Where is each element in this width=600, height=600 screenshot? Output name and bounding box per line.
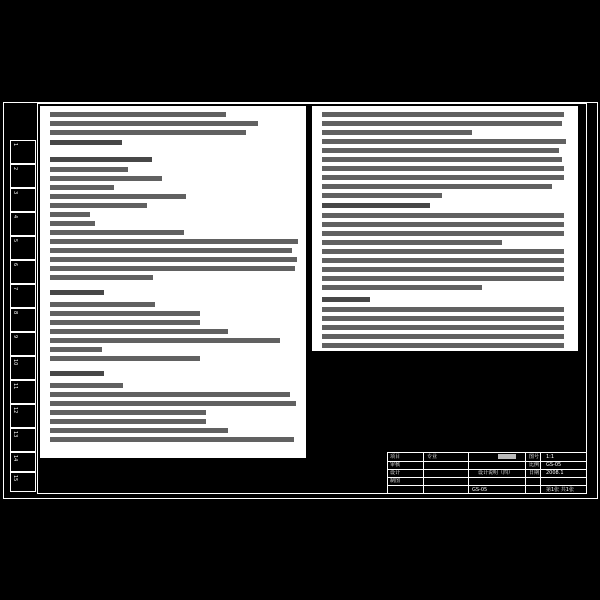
specification-text-line	[322, 166, 564, 171]
specification-text-line	[322, 139, 566, 144]
sidebar-label: 2	[12, 167, 18, 171]
left-revision-sidebar	[10, 140, 36, 492]
title-block-divider	[388, 477, 586, 478]
specification-text-line	[322, 193, 442, 198]
specification-text-line	[322, 148, 559, 153]
sidebar-label: 9	[12, 335, 18, 339]
specification-text-line	[322, 249, 564, 254]
specification-text-line	[50, 230, 184, 235]
section-heading	[50, 140, 122, 145]
sidebar-label: 6	[12, 263, 18, 267]
sidebar-cell	[10, 356, 36, 380]
specification-text-line	[322, 316, 564, 321]
specification-text-line	[50, 383, 123, 388]
sidebar-label: 14	[12, 455, 18, 462]
title-label: 日期	[529, 470, 540, 476]
specification-text-line	[322, 267, 564, 272]
specification-text-line	[50, 221, 95, 226]
sidebar-label: 10	[12, 359, 18, 366]
specification-text-line	[50, 356, 200, 361]
sidebar-cell	[10, 428, 36, 452]
specification-text-line	[50, 392, 290, 397]
sidebar-cell	[10, 260, 36, 284]
sidebar-cell	[10, 140, 36, 164]
specification-text-line	[322, 112, 564, 117]
sidebar-cell	[10, 308, 36, 332]
specification-text-line	[322, 240, 502, 245]
right-specification-sheet	[312, 106, 578, 351]
specification-text-line	[50, 257, 297, 262]
specification-text-line	[322, 231, 564, 236]
sidebar-cell	[10, 212, 36, 236]
title-block-divider	[525, 453, 526, 493]
specification-text-line	[322, 130, 472, 135]
sidebar-cell	[10, 236, 36, 260]
specification-text-line	[322, 222, 564, 227]
section-heading	[322, 203, 430, 208]
specification-text-line	[322, 258, 564, 263]
sidebar-label: 11	[12, 383, 18, 390]
section-heading	[50, 157, 152, 162]
specification-text-line	[50, 266, 295, 271]
title-block-divider	[423, 453, 424, 493]
sidebar-label: 4	[12, 215, 18, 219]
section-heading	[322, 297, 370, 302]
specification-text-line	[50, 302, 155, 307]
specification-text-line	[322, 213, 564, 218]
drawing-title: 设计说明（四）	[478, 470, 514, 476]
title-block-divider	[388, 485, 586, 486]
sidebar-label: 15	[12, 475, 18, 482]
sidebar-cell	[10, 452, 36, 472]
title-label: 审核	[390, 462, 401, 468]
project-code-highlight	[498, 454, 516, 459]
specification-text-line	[322, 184, 552, 189]
specification-text-line	[322, 157, 562, 162]
specification-text-line	[322, 334, 564, 339]
sidebar-cell	[10, 404, 36, 428]
sidebar-cell	[10, 164, 36, 188]
specification-text-line	[50, 347, 102, 352]
specification-text-line	[50, 176, 162, 181]
sidebar-cell	[10, 284, 36, 308]
specification-text-line	[322, 121, 562, 126]
drawing-code: GS-05	[546, 462, 562, 468]
specification-text-line	[50, 112, 226, 117]
sidebar-cell	[10, 332, 36, 356]
specification-text-line	[50, 130, 246, 135]
sidebar-cell	[10, 380, 36, 404]
sidebar-label: 5	[12, 239, 18, 243]
specification-text-line	[50, 275, 153, 280]
title-label: 设计	[390, 470, 401, 476]
specification-text-line	[50, 329, 228, 334]
title-label: 项目	[390, 454, 401, 460]
specification-text-line	[50, 194, 186, 199]
specification-text-line	[50, 121, 258, 126]
title-label: 图号	[529, 454, 540, 460]
sidebar-cell	[10, 472, 36, 492]
title-label: 制图	[390, 478, 401, 484]
specification-text-line	[50, 212, 90, 217]
specification-text-line	[50, 203, 147, 208]
specification-text-line	[322, 285, 482, 290]
specification-text-line	[50, 338, 280, 343]
sidebar-label: 1	[12, 143, 18, 147]
title-block-divider	[468, 453, 469, 493]
specification-text-line	[50, 167, 128, 172]
project-code: GS-05	[472, 487, 488, 493]
sidebar-label: 7	[12, 287, 18, 291]
sheet-number: 第1张 共1张	[546, 487, 574, 493]
left-specification-sheet	[40, 106, 306, 458]
specification-text-line	[50, 419, 206, 424]
title-label: 比例	[529, 462, 540, 468]
section-heading	[50, 290, 104, 295]
sidebar-label: 8	[12, 311, 18, 315]
specification-text-line	[322, 325, 564, 330]
specification-text-line	[322, 276, 564, 281]
specification-text-line	[50, 410, 206, 415]
title-block	[387, 452, 587, 494]
scale-value: 1:1	[546, 454, 555, 460]
specification-text-line	[50, 437, 294, 442]
specification-text-line	[322, 307, 564, 312]
specification-text-line	[50, 185, 114, 190]
title-block-divider	[540, 453, 541, 493]
specification-text-line	[50, 428, 228, 433]
specification-text-line	[50, 401, 296, 406]
date-value: 2008.1	[546, 470, 564, 476]
sidebar-label: 12	[12, 407, 18, 414]
specification-text-line	[50, 311, 200, 316]
specification-text-line	[322, 175, 564, 180]
specification-text-line	[50, 320, 200, 325]
sidebar-cell	[10, 188, 36, 212]
specification-text-line	[50, 248, 292, 253]
sidebar-label: 13	[12, 431, 18, 438]
specification-text-line	[322, 343, 564, 348]
section-heading	[50, 371, 104, 376]
title-label: 专业	[427, 454, 438, 460]
specification-text-line	[50, 239, 298, 244]
sidebar-label: 3	[12, 191, 18, 195]
